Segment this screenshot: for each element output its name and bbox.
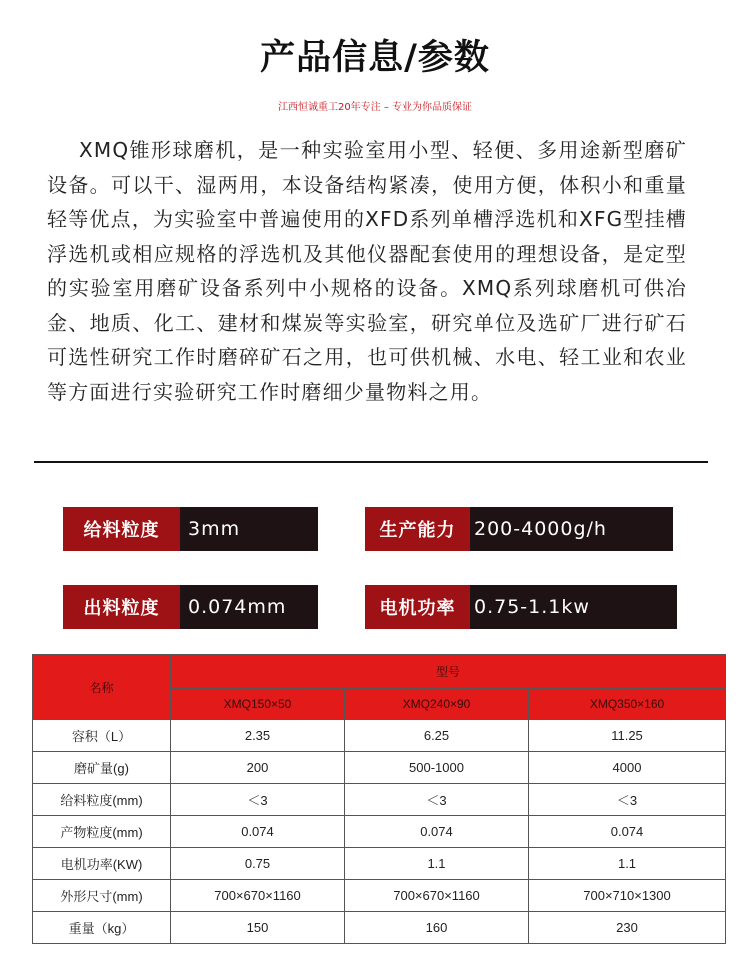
- table-cell: ＜3: [345, 784, 529, 816]
- table-cell: 150: [171, 912, 345, 944]
- row-label: 磨矿量(g): [33, 752, 171, 784]
- table-cell: 0.074: [171, 816, 345, 848]
- page-title: 产品信息/参数: [260, 38, 490, 78]
- row-label: 重量（kg）: [33, 912, 171, 944]
- table-row: [33, 784, 726, 816]
- row-label: 电机功率(KW): [33, 848, 171, 880]
- table-row: [33, 848, 726, 880]
- spec-capacity: [365, 507, 677, 551]
- page-subtitle: 江西恒诚重工20年专注 – 专业为你品质保证: [277, 102, 473, 113]
- spec-feed-size: [63, 507, 318, 551]
- table-header-row: [33, 655, 726, 689]
- spec-value: 200-4000g/h: [470, 507, 673, 551]
- model-cell: XMQ150×50: [171, 689, 345, 720]
- table-cell: 4000: [529, 752, 726, 784]
- table-cell: 700×710×1300: [529, 880, 726, 912]
- model-cell: XMQ240×90: [345, 689, 529, 720]
- table-cell: ＜3: [529, 784, 726, 816]
- table-cell: 500-1000: [345, 752, 529, 784]
- parameter-table: [32, 654, 726, 944]
- table-cell: 230: [529, 912, 726, 944]
- row-label: 外形尺寸(mm): [33, 880, 171, 912]
- table-cell: 0.074: [529, 816, 726, 848]
- table-cell: 1.1: [345, 848, 529, 880]
- table-cell: 200: [171, 752, 345, 784]
- table-cell: 0.074: [345, 816, 529, 848]
- spec-label: 给料粒度: [63, 507, 180, 551]
- row-label: 给料粒度(mm): [33, 784, 171, 816]
- spec-value: 3mm: [180, 507, 318, 551]
- model-cell: XMQ350×160: [529, 689, 726, 720]
- table-row: [33, 880, 726, 912]
- table-row: [33, 816, 726, 848]
- table-cell: 700×670×1160: [171, 880, 345, 912]
- spec-value: 0.074mm: [180, 585, 318, 629]
- table-cell: 6.25: [345, 720, 529, 752]
- table-cell: 700×670×1160: [345, 880, 529, 912]
- spec-label: 电机功率: [365, 585, 470, 629]
- spec-value: 0.75-1.1kw: [470, 585, 677, 629]
- table-cell: 0.75: [171, 848, 345, 880]
- spec-label: 生产能力: [365, 507, 470, 551]
- table-cell: 11.25: [529, 720, 726, 752]
- spec-discharge-size: [63, 585, 318, 629]
- spec-label: 出料粒度: [63, 585, 180, 629]
- table-row: [33, 720, 726, 752]
- table-row: [33, 752, 726, 784]
- model-header: 型号: [171, 655, 726, 689]
- product-description: XMQ锥形球磨机，是一种实验室用小型、轻便、多用途新型磨矿设备。可以干、湿两用，本设备结构紧凑，使用方便，体积小和重量轻等优点，为实验室中普遍使用的XFD系列单槽浮选机和XFG型挂槽浮选机或相应规格的浮选机及其他仪器配套使用的理想设备，是定型的实验室用磨矿设备系列中小规格的设备。XMQ系列球磨机可供冶金、地质、化工、建材和煤炭等实验室，研究单位及选矿厂进行矿石可选性研究工作时磨碎矿石之用，也可供机械、水电、轻工业和农业等方面进行实验研究工作时磨细少量物料之用。: [47, 138, 687, 404]
- table-cell: 1.1: [529, 848, 726, 880]
- row-label: 产物粒度(mm): [33, 816, 171, 848]
- table-cell: 160: [345, 912, 529, 944]
- row-label: 容积（L）: [33, 720, 171, 752]
- table-cell: ＜3: [171, 784, 345, 816]
- table-cell: 2.35: [171, 720, 345, 752]
- spec-motor-power: [365, 585, 681, 629]
- divider: [34, 461, 708, 463]
- name-header: 名称: [33, 655, 171, 720]
- table-row: [33, 912, 726, 944]
